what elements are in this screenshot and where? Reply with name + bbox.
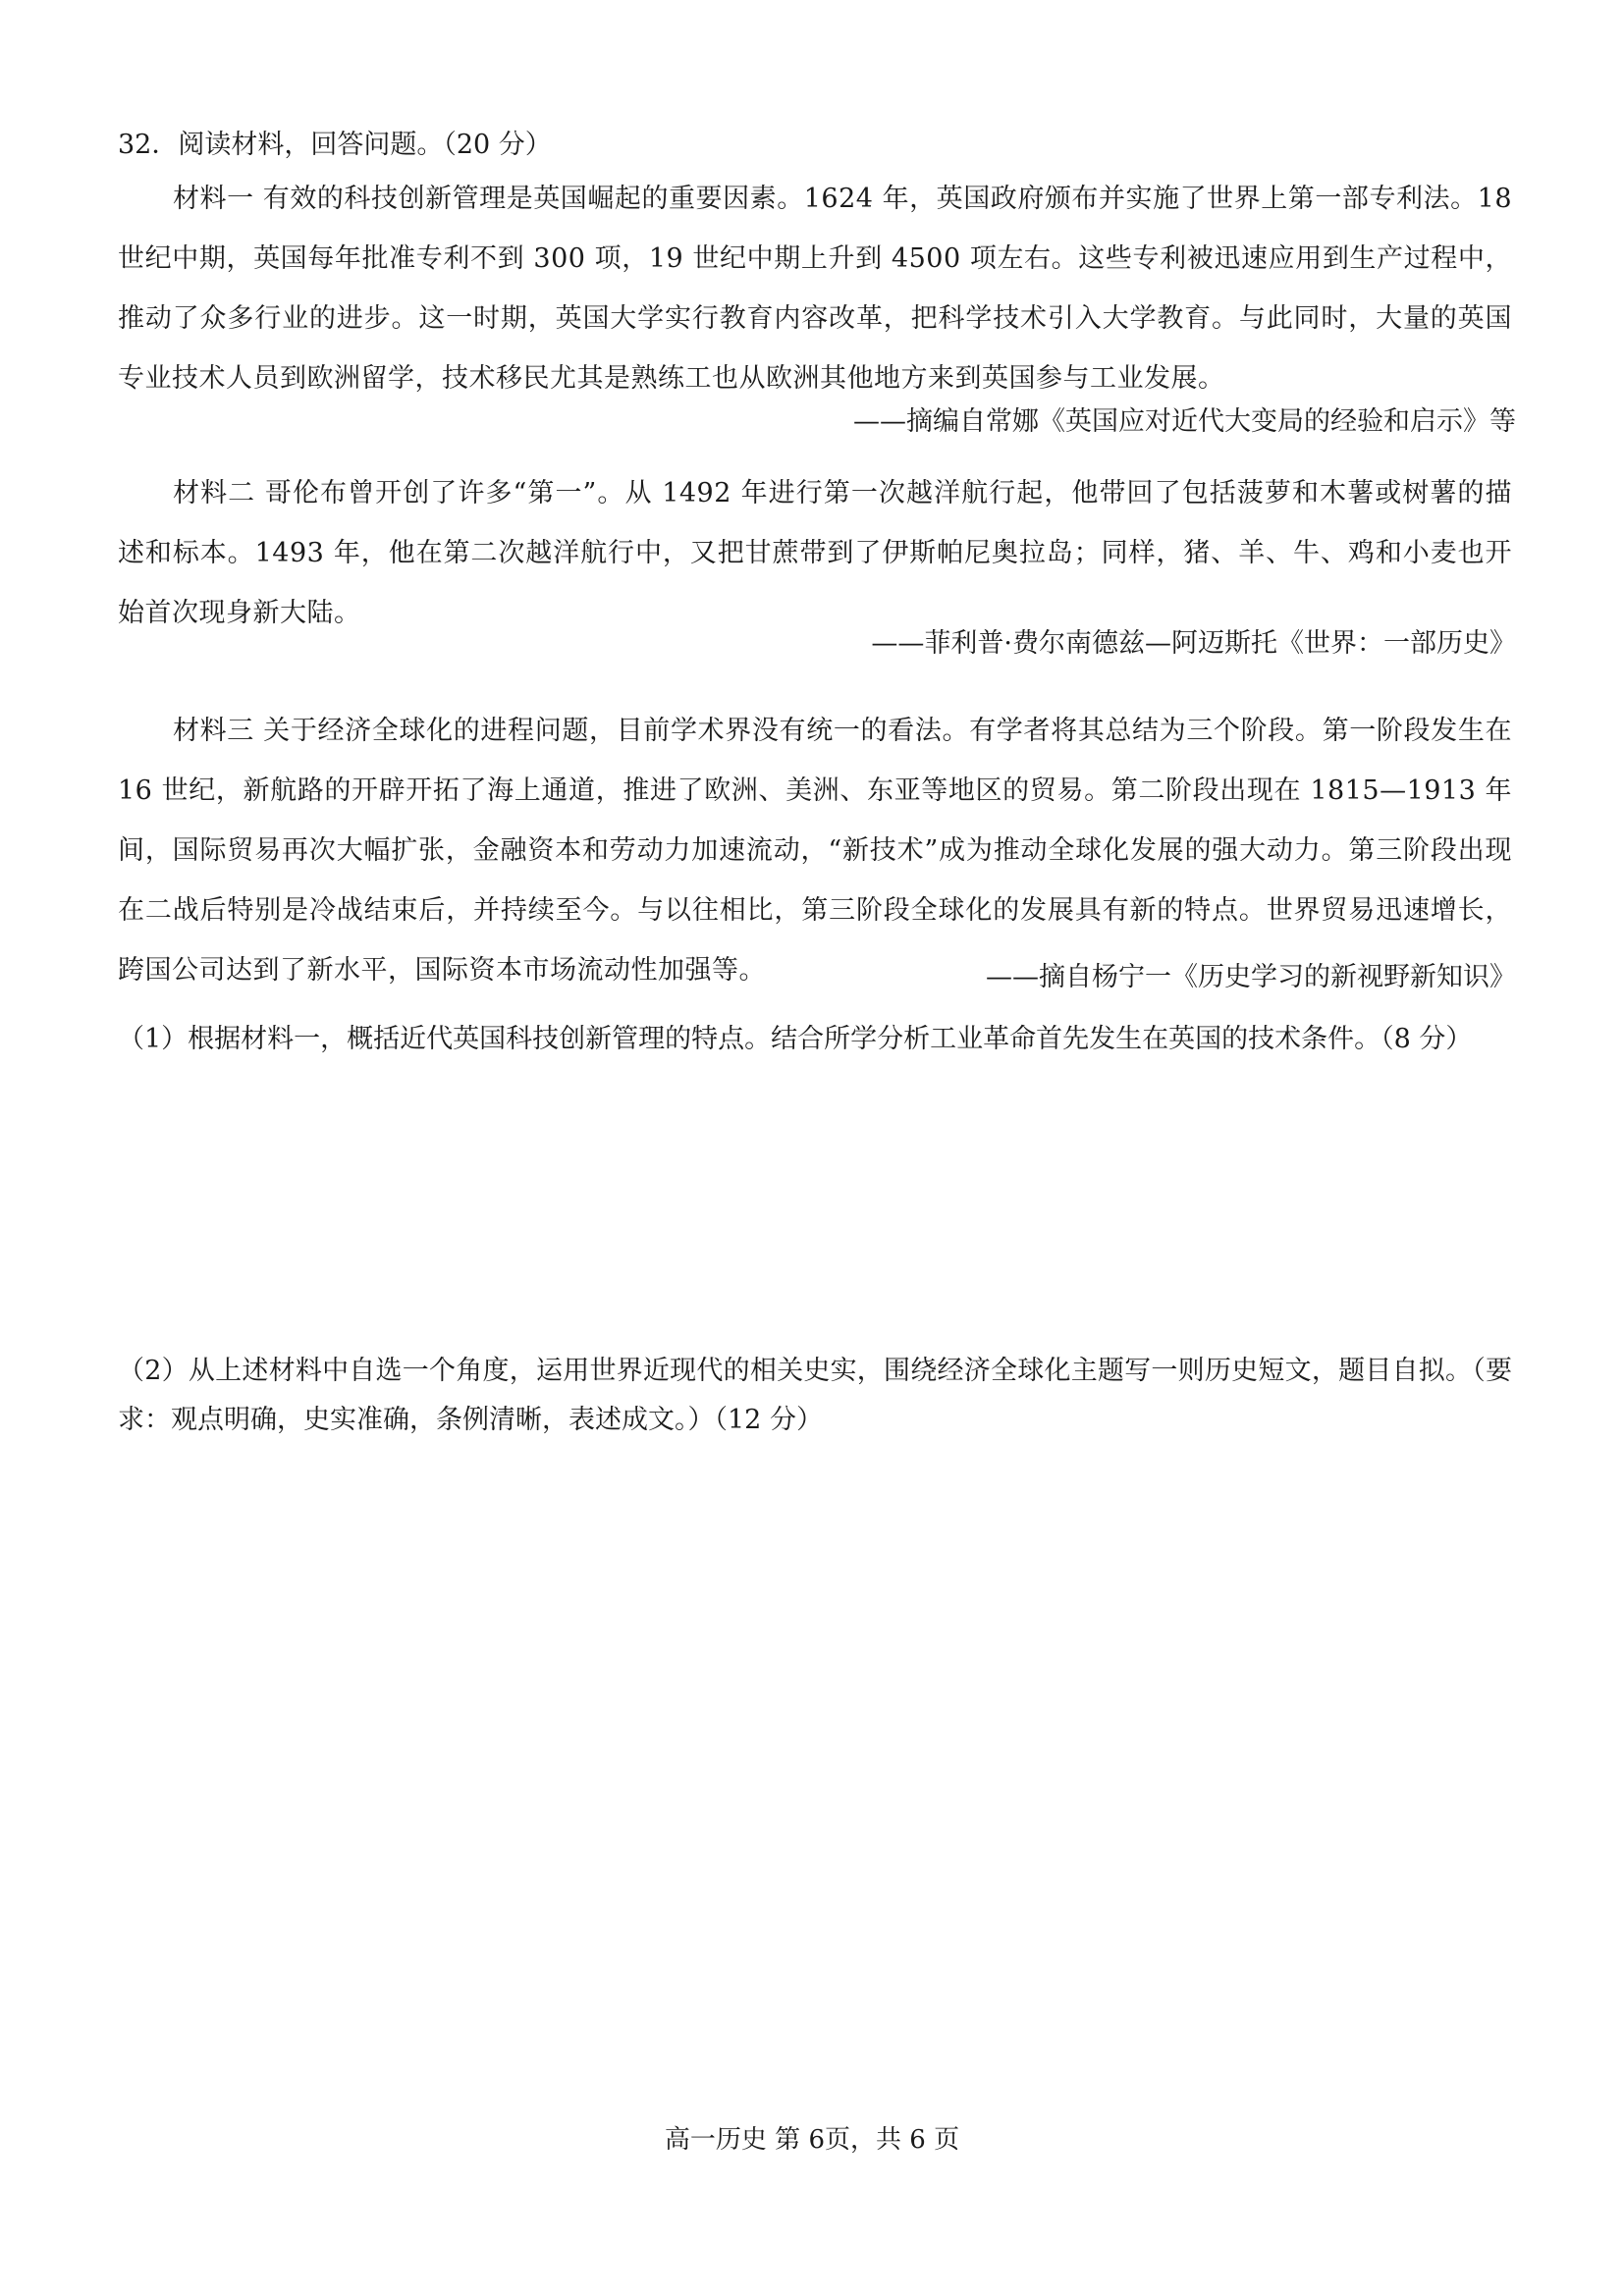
page-footer: 高一历史 第 6页，共 6 页 — [664, 2125, 960, 2155]
material-one-source: ——摘编自常娜《英国应对近代大变局的经验和启示》等 — [853, 406, 1516, 437]
material-three-source: ——摘自杨宁一《历史学习的新视野新知识》 — [986, 962, 1516, 992]
subquestion-2: （2）从上述材料中自选一个角度，运用世界近现代的相关史实，围绕经济全球化主题写一则历史短文，题目自拟。（要求：观点明确，史实准确，条例清晰，表述成文。）（12 分） — [118, 1356, 1512, 1435]
material-three-text: 材料三 关于经济全球化的进程问题，目前学术界没有统一的看法。有学者将其总结为三个阶段。第一阶段发生在 16 世纪，新航路的开辟开拓了海上通道，推进了欧洲、美洲、东亚等地区的贸易。第二阶段出现在 1815—1913 年间，国际贸易再次大幅扩张，金融资本和劳动力加速流动，“新技术”成为推动全球化发展的强大动力。第三阶段出现在二战后特别是冷战结束后，并持续至今。与以往相比，第三阶段全球化的发展具有新的特点。世界贸易迅速增长，跨国公司达到了新水平，国际资本市场流动性加强等。 — [118, 716, 1512, 986]
material-two-text: 材料二 哥伦布曾开创了许多“第一”。从 1492 年进行第一次越洋航行起，他带回了包括菠萝和木薯或树薯的描述和标本。1493 年，他在第二次越洋航行中，又把甘蔗带到了伊斯帕尼奥拉岛；同样，猪、羊、牛、鸡和小麦也开始首次现身新大陆。 — [118, 478, 1512, 628]
material-two-source: ——菲利普·费尔南德兹—阿迈斯托《世界：一部历史》 — [871, 628, 1516, 659]
question-title: 32．阅读材料，回答问题。（20 分） — [118, 130, 552, 160]
subquestion-1: （1）根据材料一，概括近代英国科技创新管理的特点。结合所学分析工业革命首先发生在英国的技术条件。（8 分） — [118, 1024, 1473, 1054]
material-one-text: 材料一 有效的科技创新管理是英国崛起的重要因素。1624 年，英国政府颁布并实施了世界上第一部专利法。18 世纪中期，英国每年批准专利不到 300 项，19 世纪中期上升到 4500 项左右。这些专利被迅速应用到生产过程中，推动了众多行业的进步。这一时期，英国大学实行教育内容改革，把科学技术引入大学教育。与此同时，大量的英国专业技术人员到欧洲留学，技术移民尤其是熟练工也从欧洲其他地方来到英国参与工业发展。 — [118, 184, 1512, 394]
